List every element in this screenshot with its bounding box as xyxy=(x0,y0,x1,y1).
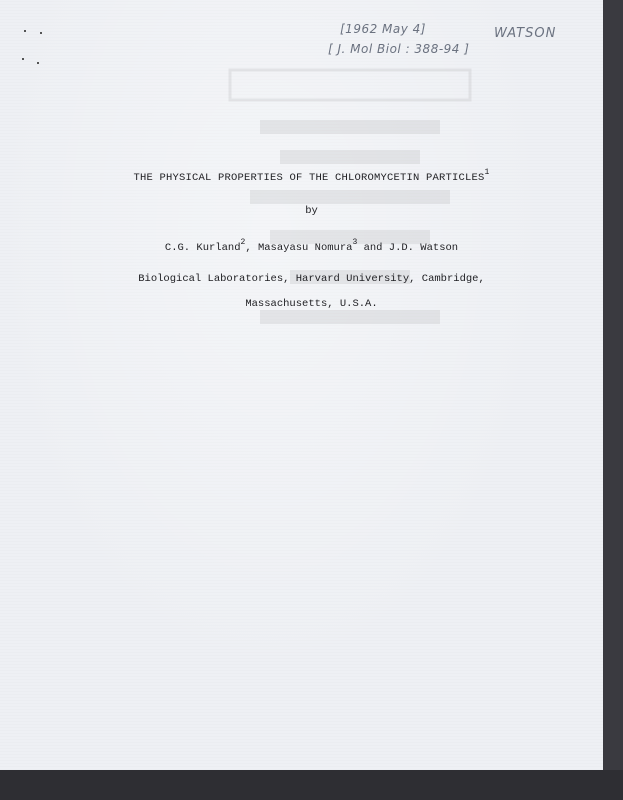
paper-title xyxy=(0,168,623,184)
show-through-stamp xyxy=(220,60,480,380)
author-separator: , xyxy=(245,242,258,254)
scanner-background-bottom xyxy=(0,770,623,800)
affiliation-line-2: Massachusetts, U.S.A. xyxy=(245,298,378,310)
author-separator: and xyxy=(357,242,389,254)
affiliation-line-1: Biological Laboratories, Harvard University, Cambridge, xyxy=(138,273,485,285)
title-footnote-mark: 1 xyxy=(484,168,490,177)
handwritten-date: [1962 May 4] xyxy=(340,22,426,36)
punch-mark xyxy=(24,30,26,32)
author-line xyxy=(0,238,623,254)
punch-mark xyxy=(40,32,42,34)
handwritten-author-tag: WATSON xyxy=(494,26,557,41)
handwritten-reference: [ J. Mol Biol : 388-94 ] xyxy=(328,42,470,56)
author-name: J.D. Watson xyxy=(388,242,459,254)
author-footnote-mark: 2 xyxy=(240,238,246,247)
title-text: THE PHYSICAL PROPERTIES OF THE CHLOROMYCETIN PARTICLES xyxy=(133,172,485,184)
scanner-background-right xyxy=(603,0,623,800)
author-name: Masayasu Nomura xyxy=(257,242,353,254)
author-name: C.G. Kurland xyxy=(164,242,241,254)
byline-label: by xyxy=(305,205,318,217)
punch-mark xyxy=(37,62,39,64)
punch-mark xyxy=(22,58,24,60)
author-footnote-mark: 3 xyxy=(352,238,358,247)
